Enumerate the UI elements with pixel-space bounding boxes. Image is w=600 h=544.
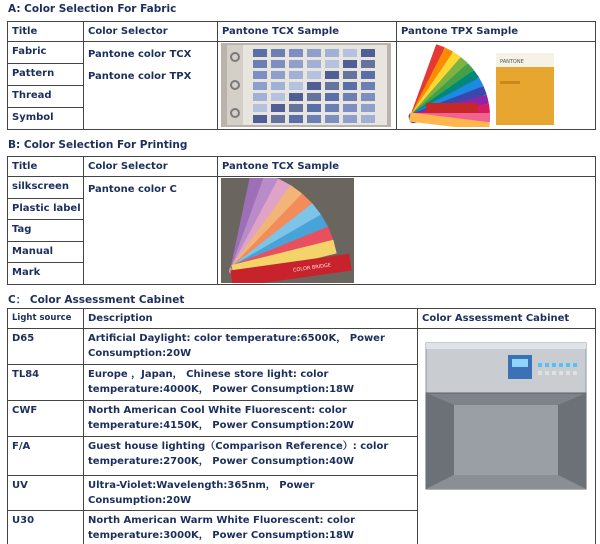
source-u30: U30 xyxy=(8,511,84,544)
title-symbol: Symbol xyxy=(8,108,84,130)
source-uv: UV xyxy=(8,476,84,511)
cabinet-image-cell xyxy=(418,329,596,544)
header-cabinet: Color Assessment Cabinet xyxy=(418,309,596,329)
tpx-fan-image xyxy=(400,43,590,127)
source-fa: F/A xyxy=(8,437,84,476)
source-d65: D65 xyxy=(8,329,84,365)
printing-sample-cell xyxy=(218,177,596,285)
header-description: Description xyxy=(84,309,418,329)
tpx-chip-label: PANTONE xyxy=(500,59,524,65)
desc-uv: Ultra-Violet:Wavelength:365nm， Power Consumption:20W xyxy=(84,476,418,511)
title-fabric: Fabric xyxy=(8,42,84,64)
title-plastic-label: Plastic label xyxy=(8,198,84,220)
title-silkscreen: silkscreen xyxy=(8,177,84,199)
desc-u30: North American Warm White Fluorescent: color temperature:3000K， Power Consumption:18W xyxy=(84,511,418,544)
title-manual: Manual xyxy=(8,241,84,263)
pantone-c-fan-image xyxy=(221,178,354,283)
selector-tcx: Pantone color TCX xyxy=(88,49,192,60)
desc-d65: Artificial Daylight: color temperature:6500K， Power Consumption:20W xyxy=(84,329,418,365)
tpx-sample-cell xyxy=(397,42,596,130)
fabric-selector-cell xyxy=(84,42,218,130)
title-pattern: Pattern xyxy=(8,64,84,86)
printing-table xyxy=(7,156,596,285)
selector-tpx: Pantone color TPX xyxy=(88,71,192,82)
title-thread: Thread xyxy=(8,86,84,108)
header-light-source: Light source xyxy=(8,309,84,329)
header-title: Title xyxy=(8,22,84,42)
desc-fa: Guest house lighting（Comparison Reference）: color temperature:2700K， Power Consumption:40W xyxy=(84,437,418,476)
fan-brand-label: COLOR BRIDGE xyxy=(292,262,332,274)
header-tcx-sample: Pantone TCX Sample xyxy=(218,22,397,42)
header-title: Title xyxy=(8,157,84,177)
section-b-heading: B: Color Selection For Printing xyxy=(8,139,188,151)
tcx-binder-image xyxy=(221,43,391,127)
cabinet-table xyxy=(7,308,596,544)
desc-tl84: Europe ，Japan， Chinese store light: color temperature:4000K， Power Consumption:18W xyxy=(84,365,418,401)
source-tl84: TL84 xyxy=(8,365,84,401)
title-tag: Tag xyxy=(8,220,84,242)
header-tpx-sample: Pantone TPX Sample xyxy=(397,22,596,42)
tcx-sample-cell xyxy=(218,42,397,130)
desc-cwf: North American Cool White Fluorescent: color temperature:4150K， Power Consumption:20W xyxy=(84,401,418,437)
source-cwf: CWF xyxy=(8,401,84,437)
title-mark: Mark xyxy=(8,263,84,285)
selector-pantone-c: Pantone color C xyxy=(84,177,218,285)
fabric-table xyxy=(7,21,596,130)
section-a-heading: A: Color Selection For Fabric xyxy=(8,3,177,15)
header-tcx-sample: Pantone TCX Sample xyxy=(218,157,596,177)
header-color-selector: Color Selector xyxy=(84,157,218,177)
header-color-selector: Color Selector xyxy=(84,22,218,42)
section-c-heading: C： Color Assessment Cabinet xyxy=(8,294,185,306)
cabinet-image xyxy=(424,337,588,493)
